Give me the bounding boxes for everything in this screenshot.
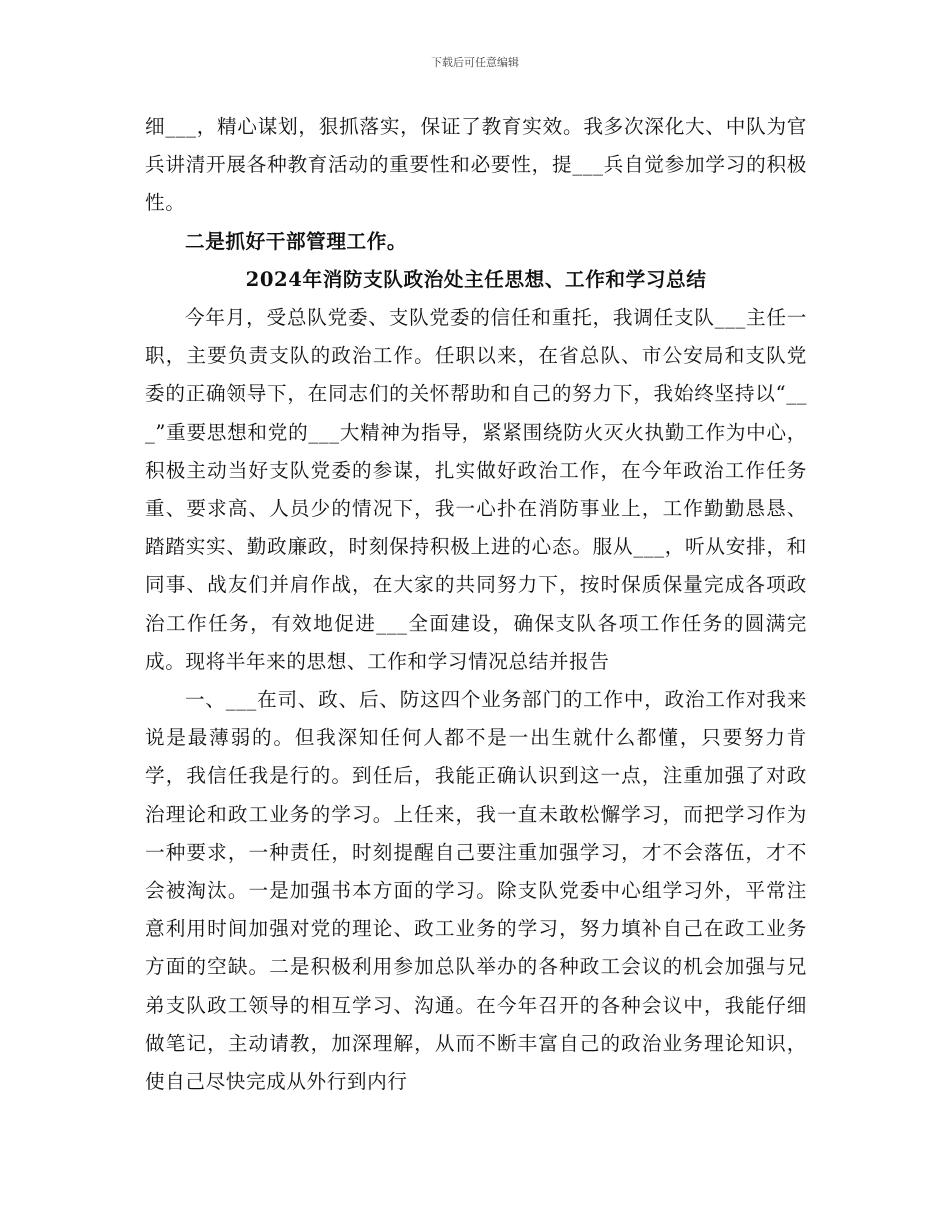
paragraph-introduction: 今年月，受总队党委、支队党委的信任和重托，我调任支队___主任一职，主要负责支队的政治工作。任职以来，在省总队、市公安局和支队党委的正确领导下，在同志们的关怀帮助和自己的努力下，我始终坚持以“___”重要思想和党的___大精神为指导，紧紧围绕防火灭火执勤工作为中心，积极主动当好支队党委的参谋，扎实做好政治工作，在今年政治工作任务重、要求高、人员少的情况下，我一心扑在消防事业上，工作勤勤恳恳、踏踏实实、勤政廉政，时刻保持积极上进的心态。服从___，听从安排，和同事、战友们并肩作战，在大家的共同努力下，按时保质保量完成各项政治工作任务，有效地促进___全面建设，确保支队各项工作任务的圆满完成。现将半年来的思想、工作和学习情况总结并报告 bbox=[145, 306, 807, 673]
page-header: 下载后可任意编辑 bbox=[431, 56, 519, 69]
paragraph-education: 细___，精心谋划，狠抓落实，保证了教育实效。我多次深化大、中队为官兵讲清开展各种教育活动的重要性和必要性，提___兵自觉参加学习的积极性。 bbox=[145, 115, 807, 215]
document-body bbox=[145, 108, 807, 1101]
paragraph-cadre-management: 二是抓好干部管理工作。 bbox=[185, 229, 408, 253]
document-title: 2024年消防支队政治处主任思想、工作和学习总结 bbox=[245, 267, 707, 291]
paragraph-learning: 一、___在司、政、后、防这四个业务部门的工作中，政治工作对我来说是最薄弱的。但我深知任何人都不是一出生就什么都懂，只要努力肯学，我信任我是行的。到任后，我能正确认识到这一点，注重加强了对政治理论和政工业务的学习。上任来，我一直未敢松懈学习，而把学习作为一种要求，一种责任，时刻提醒自己要注重加强学习，才不会落伍，才不会被淘汰。一是加强书本方面的学习。除支队党委中心组学习外，平常注意利用时间加强对党的理论、政工业务的学习，努力填补自己在政工业务方面的空缺。二是积极利用参加总队举办的各种政工会议的机会加强与兄弟支队政工领导的相互学习、沟通。在今年召开的各种会议中，我能仔细做笔记，主动请教，加深理解，从而不断丰富自己的政治业务理论知识，使自己尽快完成从外行到内行 bbox=[145, 688, 807, 1094]
